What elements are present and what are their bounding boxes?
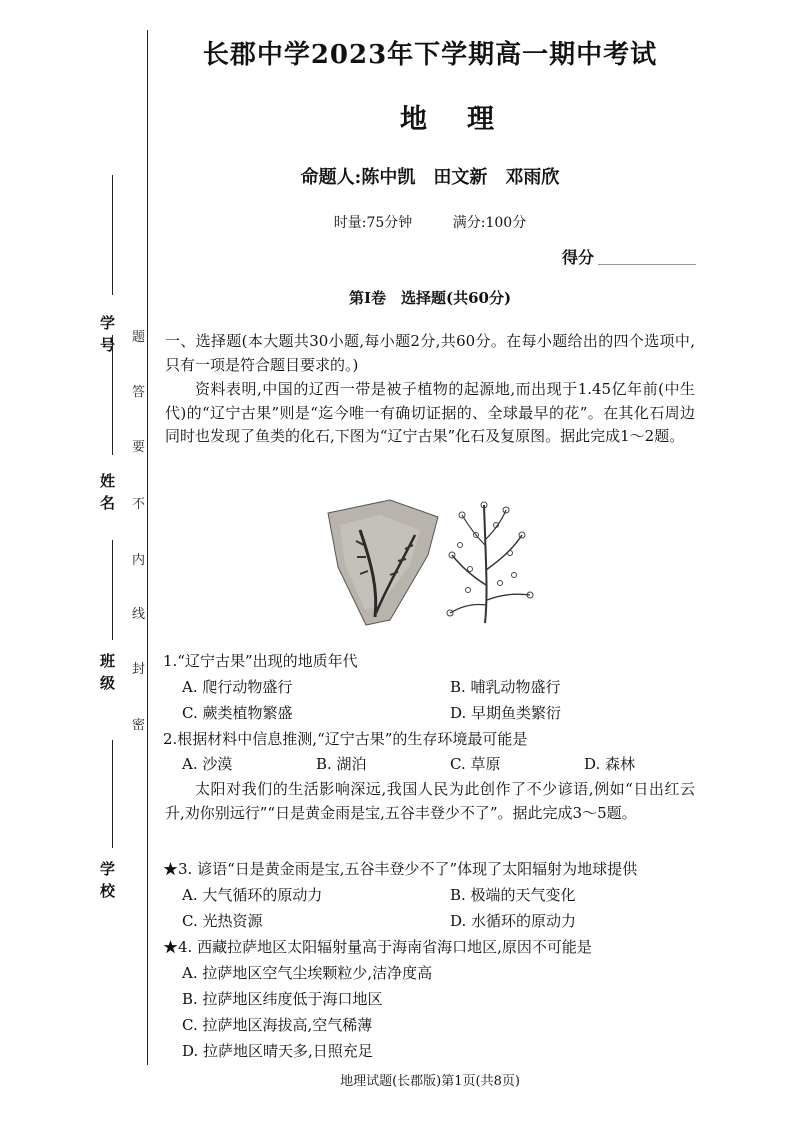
instructions: 一、选择题(本大题共30小题,每小题2分,共60分。在每小题给出的四个选项中,只有一项是符合题目要求的。) [165, 332, 695, 374]
q4-option-b[interactable]: B. 拉萨地区纬度低于海口地区 [182, 990, 383, 1008]
question-1-stem: 1.“辽宁古果”出现的地质年代 [163, 652, 358, 670]
school-field[interactable] [112, 740, 113, 848]
time-limit: 时量:75分钟 [333, 215, 413, 231]
q3-option-c[interactable]: C. 光热资源 [182, 912, 263, 930]
class-label [100, 650, 116, 694]
seal-char-6: 线 [132, 607, 146, 622]
exam-meta [160, 212, 700, 232]
q2-option-a[interactable]: A. 沙漠 [182, 755, 233, 773]
q1-option-c[interactable]: C. 蕨类植物繁盛 [182, 704, 293, 722]
q1-option-a[interactable]: A. 爬行动物盛行 [182, 678, 293, 696]
q3-option-d[interactable]: D. 水循环的原动力 [450, 912, 577, 930]
student-id-field[interactable] [112, 175, 113, 295]
seal-char-1: 题 [132, 330, 146, 345]
exam-title: 长郡中学2023年下学期高一期中考试 [202, 40, 658, 70]
q3-option-b[interactable]: B. 极端的天气变化 [450, 886, 576, 904]
binding-line [147, 30, 148, 1065]
name-text: 姓名 [100, 472, 116, 512]
seal-char-8: 密 [132, 718, 146, 733]
q1-option-d[interactable]: D. 早期鱼类繁衍 [450, 704, 562, 722]
school-label [100, 858, 116, 902]
student-id-label [100, 312, 116, 356]
material-2: 太阳对我们的生活影响深远,我国人民为此创作了不少谚语,例如“日出红云升,劝你别远行”“日是黄金雨是宝,五谷丰登少不了”。据此完成3～5题。 [165, 780, 695, 822]
page-footer: 地理试题(长郡版)第1页(共8页) [340, 1074, 520, 1089]
q4-option-a[interactable]: A. 拉萨地区空气尘埃颗粒少,洁净度高 [182, 964, 433, 982]
authors-line: 命题人:陈中凯 田文新 邓雨欣 [300, 167, 560, 188]
seal-char-7: 封 [132, 662, 146, 677]
q4-option-d[interactable]: D. 拉萨地区晴天多,日照充足 [182, 1042, 373, 1060]
question-4-stem: ★4. 西藏拉萨地区太阳辐射量高于海南省海口地区,原因不可能是 [163, 938, 592, 956]
score-field[interactable] [598, 264, 696, 265]
fossil-figure [320, 495, 550, 635]
name-field[interactable] [112, 335, 113, 455]
subject-title: 地理 [400, 104, 534, 135]
name-label [100, 470, 116, 514]
class-text: 班级 [100, 652, 116, 692]
section-title: 第Ⅰ卷 选择题(共60分) [348, 289, 512, 307]
q2-option-d[interactable]: D. 森林 [584, 755, 636, 773]
seal-char-5: 内 [132, 553, 146, 568]
score-label: 得分 [562, 248, 595, 267]
question-3-stem: ★3. 谚语“日是黄金雨是宝,五谷丰登少不了”体现了太阳辐射为地球提供 [163, 860, 638, 878]
school-text: 学校 [100, 860, 116, 900]
seal-char-3: 要 [132, 440, 146, 455]
class-field[interactable] [112, 540, 113, 640]
restoration-drawing [447, 502, 533, 623]
q1-option-b[interactable]: B. 哺乳动物盛行 [450, 678, 561, 696]
q3-option-a[interactable]: A. 大气循环的原动力 [182, 886, 323, 904]
question-2-stem: 2.根据材料中信息推测,“辽宁古果”的生存环境最可能是 [163, 730, 528, 748]
full-score: 满分:100分 [452, 215, 527, 231]
q2-option-c[interactable]: C. 草原 [450, 755, 501, 773]
material-1: 资料表明,中国的辽西一带是被子植物的起源地,而出现于1.45亿年前(中生代)的“辽宁古果”则是“迄今唯一有确切证据的、全球最早的花”。在其化石周边同时也发现了鱼类的化石,下图为“辽宁古果”化石及复原图。据此完成1～2题。 [165, 380, 695, 445]
seal-char-2: 答 [132, 385, 146, 400]
q4-option-c[interactable]: C. 拉萨地区海拔高,空气稀薄 [182, 1016, 373, 1034]
q2-option-b[interactable]: B. 湖泊 [316, 755, 367, 773]
seal-char-4: 不 [132, 497, 146, 512]
fossil-photo [328, 500, 438, 625]
student-id-text: 学号 [100, 314, 116, 354]
